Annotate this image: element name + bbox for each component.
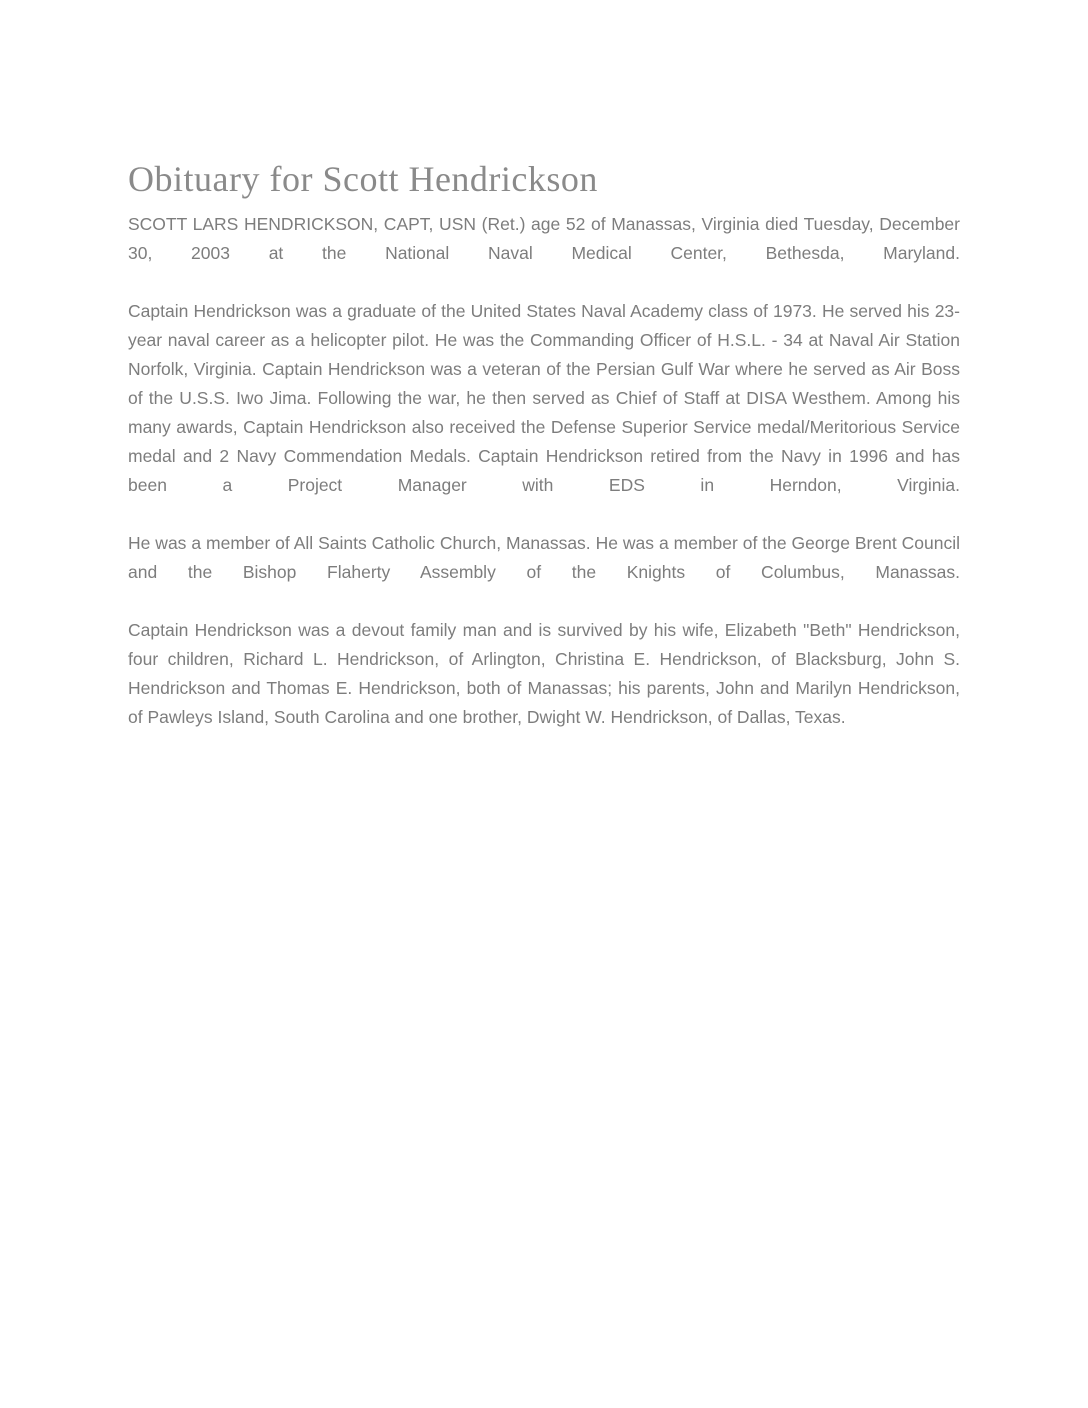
obituary-paragraph-career: Captain Hendrickson was a graduate of the United States Naval Academy class of 1973. He served his 23-year naval career as a helicopter pilot. He was the Commanding Officer of H.S.L. - 34 at Naval Air Station Norfolk, Virginia. Captain Hendrickson was a veteran of the Persian Gulf War where he served as Air Boss of the U.S.S. Iwo Jima. Following the war, he then served as Chief of Staff at DISA Westhem. Among his many awards, Captain Hendrickson also received the Defense Superior Service medal/Meritorious Service medal and 2 Navy Commendation Medals. Captain Hendrickson retired from the Navy in 1996 and has been a Project Manager with EDS in Herndon, Virginia.	[128, 300, 960, 495]
obituary-paragraph-memberships: He was a member of All Saints Catholic Church, Manassas. He was a member of the George Brent Council and the Bishop Flaherty Assembly of the Knights of Columbus, Manassas.	[128, 532, 960, 582]
obituary-paragraph-family: Captain Hendrickson was a devout family man and is survived by his wife, Elizabeth "Beth" Hendrickson, four children, Richard L. Hendrickson, of Arlington, Christina E. Hendrickson, of Blacksburg, John S. Hendrickson and Thomas E. Hendrickson, both of Manassas; his parents, John and Marilyn Hendrickson, of Pawleys Island, South Carolina and one brother, Dwight W. Hendrickson, of Dallas, Texas.	[128, 619, 960, 727]
page-title: Obituary for Scott Hendrickson	[128, 159, 598, 199]
obituary-paragraph-intro: SCOTT LARS HENDRICKSON, CAPT, USN (Ret.) age 52 of Manassas, Virginia died Tuesday, December 30, 2003 at the National Naval Medical Center, Bethesda, Maryland.	[128, 213, 960, 263]
